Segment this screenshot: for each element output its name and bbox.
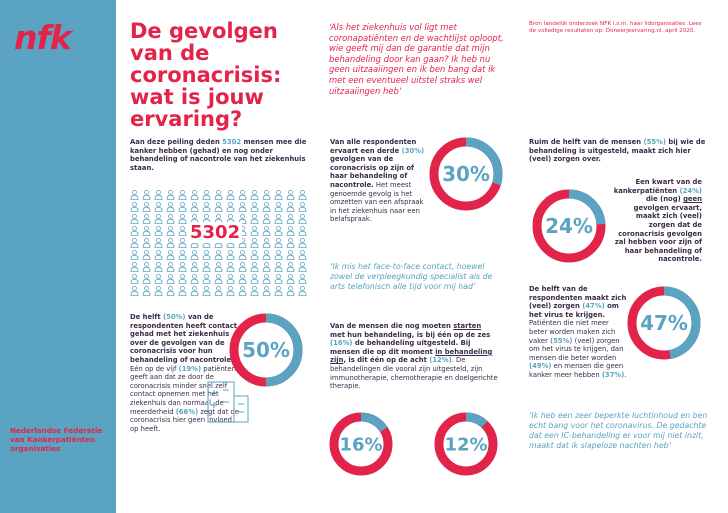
person-icon [250,250,259,260]
person-icon [142,250,151,260]
person-icon [130,262,139,272]
person-icon [154,226,163,236]
person-icon [190,262,199,272]
person-icon [298,274,307,284]
source-note: Bron landelijk onderzoek NFK i.s.m. haar lidorganisaties. Lees de volledige resultaten op: Doneerjeervaring.nl, april 2020. [529,21,702,35]
organisation-name: Nederlandse Federatie van Kankerpatiënten organisaties [10,426,103,453]
person-icon [142,226,151,236]
person-icon [250,202,259,212]
person-icon [202,190,211,200]
contact-text-a: De helft (50%) van de respondenten heeft contact gehad met het ziekenhuis over de gevolgen van de coronacrisis voor hun behandeling of nacontrole. Eén op de vijf (19%) patiënten geeft aan dat ze door de coronacrisis minder snel zelf contact opnemen met het ziekenhuis dan normaal, de meerderheid (66%) zegt dat de coronacrisis hier geen invloed op heeft. [130,313,240,433]
person-icon [250,226,259,236]
person-icon [202,202,211,212]
person-icon [142,274,151,284]
person-icon [226,262,235,272]
person-icon [166,226,175,236]
person-icon [190,274,199,284]
person-icon [298,250,307,260]
person-icon [250,274,259,284]
person-icon [250,238,259,248]
face-to-face-quote: ‘Ik mis het face-to-face contact, hoewel zowel de verpleegkundig specialist als de arts telefonisch alle tijd voor mij had’ [330,262,493,291]
donut-24 [531,188,607,264]
donut-label: 50% [242,338,290,363]
person-icon [154,190,163,200]
quarter-text: Een kwart van de kankerpatiënten (24%) die (nog) geen gevolgen ervaart, maakt zich (veel) zorgen dat de coronacrisis gevolgen zal hebben voor zijn of haar behandeling of nacontrole. [613,178,702,264]
person-icon [214,286,223,296]
person-icon [214,250,223,260]
person-icon [166,190,175,200]
person-icon [298,202,307,212]
person-icon [130,226,139,236]
person-icon [250,262,259,272]
person-icon [274,262,283,272]
person-icon [142,202,151,212]
person-icon [298,214,307,224]
person-icon [178,190,187,200]
person-icon [286,250,295,260]
person-icon [178,226,187,236]
person-icon [286,202,295,212]
person-icon [298,226,307,236]
person-icon [166,286,175,296]
person-icon [154,214,163,224]
person-icon [226,190,235,200]
person-icon [178,238,187,248]
person-icon [202,262,211,272]
person-icon [154,250,163,260]
page-title: De gevolgen van de coronacrisis: wat is jouw ervaring? [130,19,282,131]
worry-text: Ruim de helft van de mensen (55%) bij wie de behandeling is uitgesteld, maakt zich hier (veel) zorgen over. [529,138,706,164]
donut-30 [428,136,504,212]
person-icon [274,202,283,212]
sidebar [0,0,116,513]
person-icon [274,214,283,224]
donut-47 [626,285,702,361]
people-grid [130,190,310,300]
top-quote: ‘Als het ziekenhuis vol ligt met coronapatiënten en de wachtlijst oploopt, wie geeft mij dan de garantie dat mijn behandeling door kan gaan? Ik heb nu geen uitzaaiingen en ik ben bang dat ik met een eventueel uitstel straks wel uitzaaiingen heb’ [329,22,504,96]
person-icon [226,202,235,212]
donut-label: 47% [640,311,688,336]
person-icon [298,262,307,272]
person-icon [274,274,283,284]
person-icon [178,214,187,224]
person-icon [226,286,235,296]
person-icon [190,202,199,212]
person-icon [262,190,271,200]
person-icon [274,286,283,296]
person-icon [142,238,151,248]
person-icon [202,250,211,260]
person-icon [166,262,175,272]
person-icon [298,238,307,248]
person-icon [286,214,295,224]
person-icon [166,238,175,248]
person-icon [274,226,283,236]
person-icon [214,202,223,212]
person-icon [178,250,187,260]
person-icon [286,238,295,248]
person-icon [166,250,175,260]
nfk-logo: nfk [14,18,71,57]
person-icon [154,262,163,272]
person-icon [214,190,223,200]
person-icon [250,286,259,296]
person-icon [250,190,259,200]
donut-12 [433,411,499,477]
person-icon [130,250,139,260]
person-icon [202,286,211,296]
person-icon [286,226,295,236]
person-icon [262,286,271,296]
person-icon [238,250,247,260]
virus-text-a: De helft van de respondenten maakt zich (veel) zorgen (47%) om het virus te krijgen. Patiënten die niet meer beter worden maken zich vaker (55%) (veel) zorgen om het virus te krijgen, dan mensen die beter worden (49%) en mensen die geen kanker meer hebben (37%). [529,285,627,379]
person-icon [178,262,187,272]
person-icon [274,190,283,200]
donut-50 [228,312,304,388]
donut-label: 16% [339,434,383,456]
intro-text: Aan deze peiling deden 5302 mensen mee die kanker hebben (gehad) en nog onder behandeling of nacontrole van het ziekenhuis staan. [130,138,307,172]
person-icon [142,262,151,272]
person-icon [166,214,175,224]
person-icon [262,214,271,224]
donut-16 [328,411,394,477]
person-icon [262,202,271,212]
person-icon [178,286,187,296]
person-icon [226,250,235,260]
donut-label: 24% [545,214,593,239]
person-icon [238,286,247,296]
person-icon [178,274,187,284]
person-icon [154,202,163,212]
person-icon [130,190,139,200]
person-icon [298,286,307,296]
person-icon [286,190,295,200]
start-text: Van de mensen die nog moeten starten met hun behandeling, is bij één op de zes (16%) de behandeling uitgesteld. Bij mensen die op dit moment in behandeling zijn, is dit één op de acht (12%). De behandelingen die vooral zijn uitgesteld, zijn immunotherapie, chemotherapie en doelgerichte therapie. [330,322,498,391]
person-icon [238,274,247,284]
person-icon [142,214,151,224]
person-icon [226,274,235,284]
person-icon [154,238,163,248]
person-icon [250,214,259,224]
person-icon [202,274,211,284]
person-icon [298,190,307,200]
person-icon [130,214,139,224]
person-icon [238,190,247,200]
person-icon [262,226,271,236]
person-icon [130,274,139,284]
donut-label: 12% [444,434,488,456]
person-icon [154,286,163,296]
person-icon [130,202,139,212]
person-icon [274,238,283,248]
person-icon [214,262,223,272]
person-icon [286,262,295,272]
person-icon [238,202,247,212]
person-icon [190,286,199,296]
person-icon [262,274,271,284]
person-icon [214,274,223,284]
delay-text: Van alle respondenten ervaart een derde (30%) gevolgen van de coronacrisis op zijn of haar behandeling of nacontrole. Het meest genoemde gevolg is het omzetten van een afspraak in het ziekenhuis naar een belafspraak. [330,138,425,224]
person-icon [154,274,163,284]
person-icon [142,286,151,296]
person-icon [286,274,295,284]
person-icon [166,202,175,212]
person-icon [166,274,175,284]
icu-quote: ‘Ik heb een zeer beperkte luchtinhoud en ben echt bang voor het coronavirus. De gedachte dat een IC-behandeling er voor mij niet inzit, maakt dat ik slapeloze nachten heb’ [529,411,708,450]
person-icon [262,250,271,260]
person-icon [178,202,187,212]
person-icon [130,238,139,248]
person-icon [286,286,295,296]
respondent-count: 5302 [190,222,241,243]
person-icon [262,238,271,248]
person-icon [142,190,151,200]
donut-label: 30% [442,162,490,187]
person-icon [238,262,247,272]
person-icon [130,286,139,296]
person-icon [274,250,283,260]
person-icon [262,262,271,272]
person-icon [190,190,199,200]
person-icon [190,250,199,260]
